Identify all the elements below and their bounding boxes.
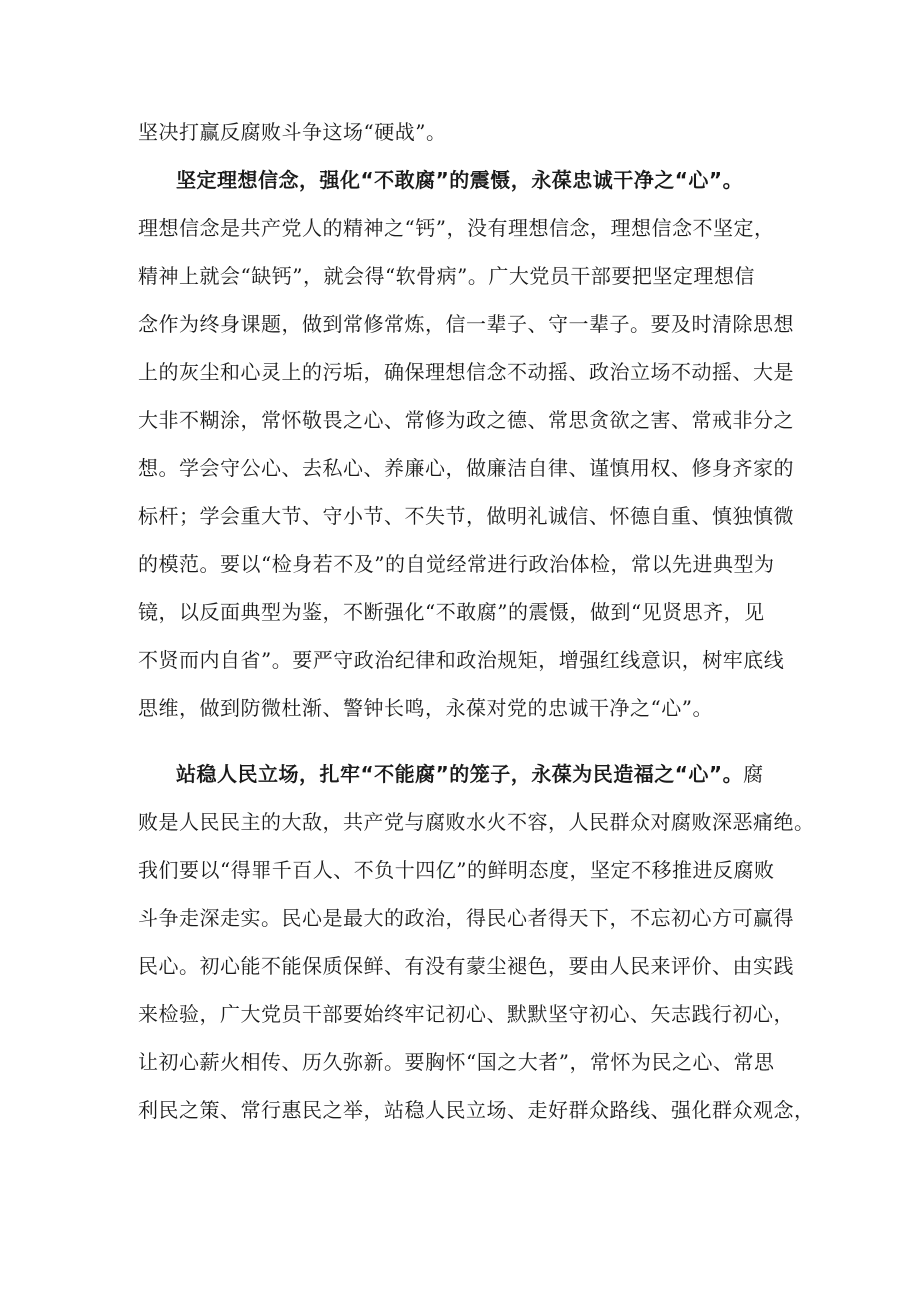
paragraph-line: 不贤而内自省”。要严守政治纪律和政治规矩，增强红线意识，树牢底线 — [138, 648, 785, 672]
paragraph-line: 败是人民民主的大敌，共产党与腐败水火不容，人民群众对腐败深恶痛绝。 — [138, 810, 815, 834]
paragraph-line: 坚决打赢反腐败斗争这场“硬战”。 — [138, 120, 447, 144]
section-heading-people: 站稳人民立场，扎牢“不能腐”的笼子，永葆为民造福之“心”。 — [176, 762, 744, 786]
paragraph-line: 让初心薪火相传、历久弥新。要胸怀“国之大者”，常怀为民之心、常思 — [138, 1050, 775, 1074]
paragraph-text: 腐 — [743, 762, 764, 786]
paragraph-line: 镜，以反面典型为鉴，不断强化“不敢腐”的震慑，做到“见贤思齐，见 — [138, 600, 765, 624]
paragraph-line: 念作为终身课题，做到常修常炼，信一辈子、守一辈子。要及时清除思想 — [138, 312, 794, 336]
paragraph-line: 利民之策、常行惠民之举，站稳人民立场、走好群众路线、强化群众观念， — [138, 1098, 815, 1122]
paragraph-line: 精神上就会“缺钙”，就会得“软骨病”。广大党员干部要把坚定理想信 — [138, 264, 755, 288]
paragraph-line: 来检验，广大党员干部要始终牢记初心、默默坚守初心、矢志践行初心， — [138, 1002, 794, 1026]
paragraph-line: 的模范。要以“检身若不及”的自觉经常进行政治体检，常以先进典型为 — [138, 552, 775, 576]
paragraph-line: 上的灰尘和心灵上的污垢，确保理想信念不动摇、政治立场不动摇、大是 — [138, 360, 794, 384]
section-heading-ideals: 坚定理想信念，强化“不敢腐”的震慑，永葆忠诚干净之“心”。 — [176, 168, 744, 192]
section-lead-line — [176, 760, 764, 788]
paragraph-line: 标杆；学会重大节、守小节、不失节，做明礼诚信、怀德自重、慎独慎微 — [138, 504, 794, 528]
paragraph-line: 想。学会守公心、去私心、养廉心，做廉洁自律、谨慎用权、修身齐家的 — [138, 456, 794, 480]
paragraph-line: 思维，做到防微杜渐、警钟长鸣，永葆对党的忠诚干净之“心”。 — [138, 696, 713, 720]
paragraph-line: 理想信念是共产党人的精神之“钙”，没有理想信念，理想信念不坚定， — [138, 216, 775, 240]
paragraph-line: 民心。初心能不能保质保鲜、有没有蒙尘褪色，要由人民来评价、由实践 — [138, 954, 794, 978]
paragraph-line: 大非不糊涂，常怀敬畏之心、常修为政之德、常思贪欲之害、常戒非分之 — [138, 408, 794, 432]
paragraph-line: 斗争走深走实。民心是最大的政治，得民心者得天下，不忘初心方可赢得 — [138, 906, 794, 930]
paragraph-line: 我们要以“得罪千百人、不负十四亿”的鲜明态度，坚定不移推进反腐败 — [138, 858, 775, 882]
